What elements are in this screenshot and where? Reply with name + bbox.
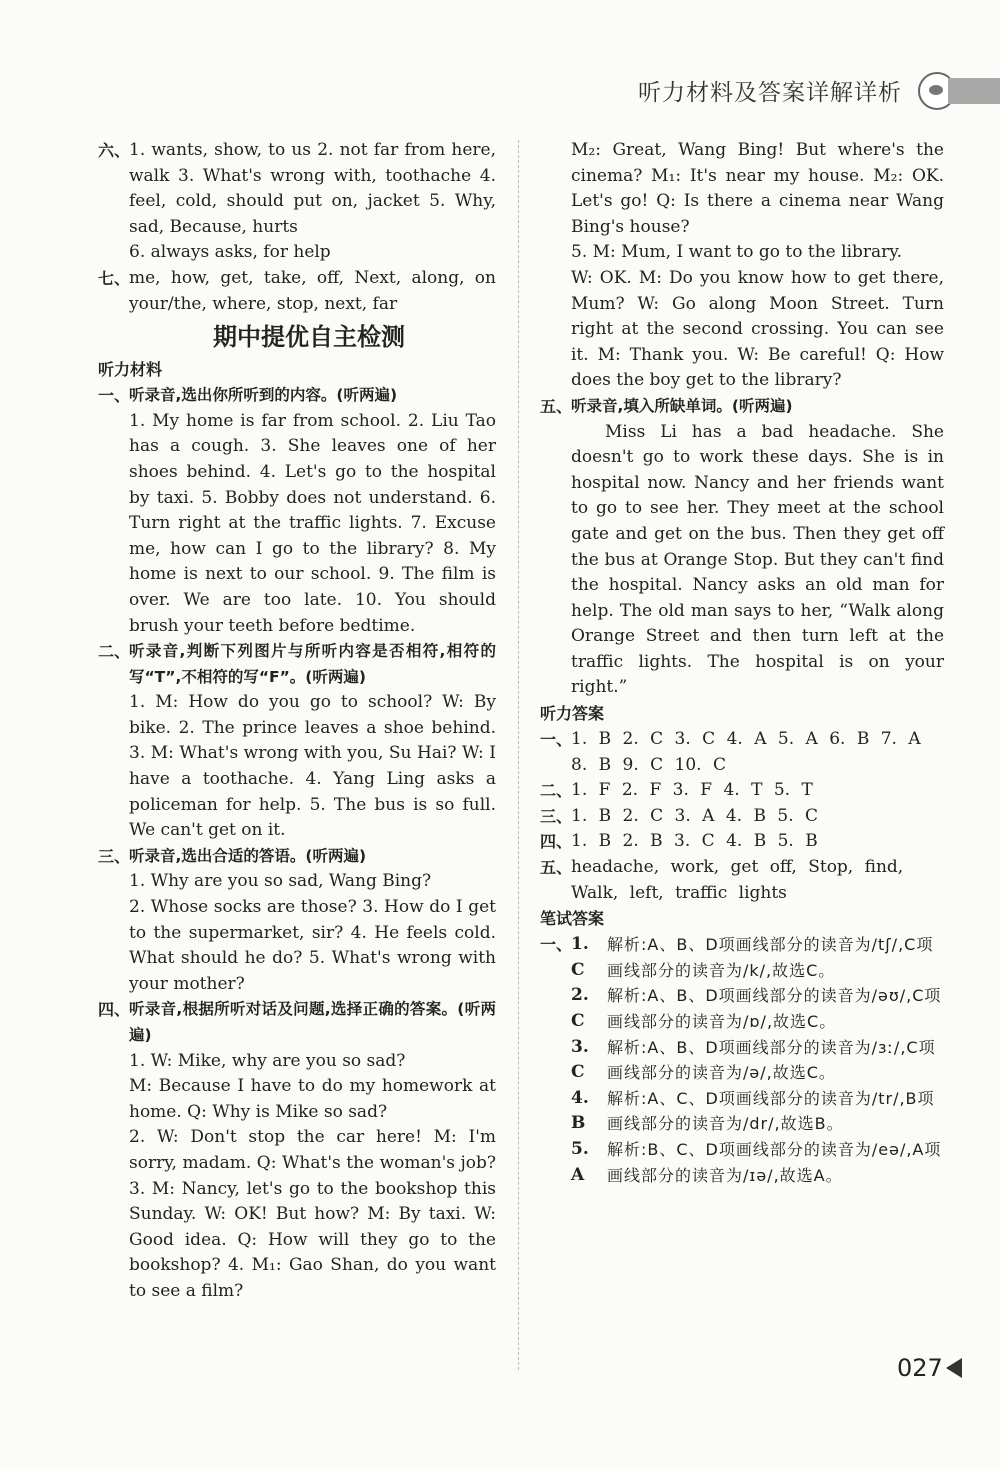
answer-choice: 1. C [571, 934, 589, 980]
answer-choice: 2. C [571, 985, 589, 1031]
answer-row [540, 829, 944, 855]
explanation-text: 解析:B、C、D项画线部分的读音为/eə/,A项画线部分的读音为/ɪə/,故选A。 [607, 1139, 942, 1185]
script-text: 1. W: Mike, why are you so sad? [129, 1050, 406, 1071]
answer-row [540, 855, 944, 906]
section-marker: 一、 [98, 386, 131, 406]
section-marker: 五、 [540, 396, 573, 416]
explanation-text: 解析:A、B、D项画线部分的读音为/əʊ/,C项画线部分的读音为/ɒ/,故选C。 [607, 986, 942, 1031]
header-bar [948, 78, 1000, 104]
question-heading: 听录音,判断下列图片与所听内容是否相符,相符的写“T”,不相符的写“F”。(听两遍) [129, 642, 496, 686]
section-marker: 三、 [98, 846, 131, 866]
question-heading: 听录音,选出合适的答语。(听两遍) [129, 846, 367, 865]
script-text: W: OK. M: Do you know how to get there, Mum? W: Go along Moon Street. Turn right at the second crossing. You can see it. M: Thank you. W: Be careful! Q: How does the boy get to the library? [571, 267, 944, 391]
right-column [540, 138, 944, 1188]
script-text: Miss Li has a bad headache. She doesn't go to work these days. She is in hospital now. Nancy and her friends want to go to see her. They meet at the school gate and get on the bus. Then they get off the bus at Orange Stop. But they can't find the hospital. Nancy asks an old man for help. The old man says to her, “Walk along Orange Street and then turn left at the traffic lights. The hospital is on your right.” [571, 421, 944, 698]
answer-choice: 4. B [571, 1087, 589, 1134]
answer-text: 1. B 2. B 3. C 4. B 5. B [571, 831, 818, 852]
question-heading: 听录音,填入所缺单词。(听两遍) [571, 396, 793, 415]
section-marker: 四、 [540, 832, 573, 852]
section-marker: 三、 [540, 806, 573, 826]
question-heading: 听录音,选出你所听到的内容。(听两遍) [129, 386, 398, 405]
answer-text: 6. always asks, for help [129, 242, 331, 263]
listening-heading: 听力材料 [98, 360, 163, 380]
script-text: 1. My home is far from school. 2. Liu Tao has a cough. 3. She leaves one of her shoes behind. 4. Let's go to the hospital by taxi. 5. Bobby does not understand. 6. Turn right at the traffic lights. 7. Excuse me, how can I go to the library? 8. My home is next to our school. 9. The film is over. We are too late. 10. You should brush your teeth before bedtime. [129, 410, 496, 636]
question-4 [98, 997, 496, 1304]
section-marker: 一、 [540, 935, 573, 955]
answer-text: 1. B 2. C 3. C 4. A 5. A 6. B 7. A [571, 729, 921, 750]
explanation-text: 解析:A、C、D项画线部分的读音为/tr/,B项画线部分的读音为/dr/,故选B。 [607, 1088, 935, 1134]
section-marker: 七、 [98, 268, 131, 288]
answer-row [540, 804, 944, 830]
explanation-text: 解析:A、B、D项画线部分的读音为/ɜː/,C项画线部分的读音为/ə/,故选C。 [607, 1037, 936, 1083]
question-4-continued [540, 138, 944, 394]
answer-text: 1. B 2. C 3. A 4. B 5. C [571, 805, 819, 826]
page-number: 027 [897, 1354, 943, 1382]
section-marker: 一、 [540, 730, 573, 750]
script-text: 1. Why are you so sad, Wang Bing? [129, 871, 432, 892]
answer-text: 1. F 2. F 3. F 4. T 5. T [571, 780, 813, 801]
answer-text: 8. B 9. C 10. C [571, 754, 727, 775]
script-text: M₂: Great, Wang Bing! But where's the cinema? M₁: It's near my house. M₂: OK. Let's go! Q: Is there a cinema near Wang Bing's house? [571, 140, 944, 237]
left-column [98, 138, 496, 1305]
listening-answers-heading: 听力答案 [540, 704, 605, 724]
section-marker: 二、 [98, 642, 131, 662]
question-2 [98, 639, 496, 844]
explanation-item [571, 932, 944, 983]
section-marker: 四、 [98, 1000, 131, 1020]
page-header [630, 70, 1000, 110]
explanation-item [571, 983, 944, 1034]
section-6-answers [98, 138, 496, 266]
section-marker: 五、 [540, 858, 573, 878]
explanation-item [571, 1035, 944, 1086]
script-text: 2. W: Don't stop the car here! M: I'm sorry, madam. Q: What's the woman's job? 3. M: Nancy, let's go to the bookshop this Sunday. W: OK! But how? M: By taxi. W: Good idea. Q: How will they go to the bookshop? 4. M₁: Gao Shan, do you want to see a film? [129, 1127, 496, 1301]
section-marker: 六、 [98, 141, 131, 160]
section-7-answers [98, 266, 496, 317]
script-text: 2. Whose socks are those? 3. How do I get to the supermarket, sir? 4. He feels cold. What should he do? 5. What's wrong with your mother? [129, 897, 496, 994]
question-3 [98, 844, 496, 998]
section-title: 期中提优自主检测 [213, 323, 405, 352]
explanation-item [571, 1137, 944, 1188]
question-5 [540, 394, 944, 701]
question-1 [98, 383, 496, 639]
question-heading: 听录音,根据所听对话及问题,选择正确的答案。(听两遍) [129, 1000, 496, 1044]
script-text: 5. M: Mum, I want to go to the library. [571, 242, 903, 263]
header-title: 听力材料及答案详解详析 [638, 80, 902, 106]
answer-text: headache, work, get off, Stop, find, Walk, left, traffic lights [571, 857, 904, 903]
answer-text: me, how, get, take, off, Next, along, on your/the, where, stop, next, far [129, 267, 496, 314]
script-text: M: Because I have to do my homework at home. Q: Why is Mike so sad? [129, 1076, 496, 1122]
answer-text: 1. wants, show, to us 2. not far from here, walk 3. What's wrong with, toothache 4. feel, cold, should put on, jacket 5. Why, sad, Because, hurts [129, 140, 496, 237]
answer-choice: 3. C [571, 1036, 589, 1083]
explanation-item [571, 1086, 944, 1137]
answer-row [540, 727, 944, 778]
answer-row [540, 778, 944, 804]
column-divider [518, 140, 519, 1370]
script-text: 1. M: How do you go to school? W: By bike. 2. The prince leaves a shoe behind. 3. M: What's wrong with you, Su Hai? W: I have a toothache. 4. Yang Ling asks a policeman for help. 5. The bus is so full. We can't get on it. [129, 692, 496, 841]
explanation-text: 解析:A、B、D项画线部分的读音为/tʃ/,C项画线部分的读音为/k/,故选C。 [607, 935, 934, 980]
written-answers [540, 932, 944, 1188]
page-arrow-icon [946, 1358, 962, 1378]
answer-choice: 5. A [571, 1138, 589, 1185]
written-answers-heading: 笔试答案 [540, 909, 605, 929]
section-marker: 二、 [540, 781, 573, 801]
